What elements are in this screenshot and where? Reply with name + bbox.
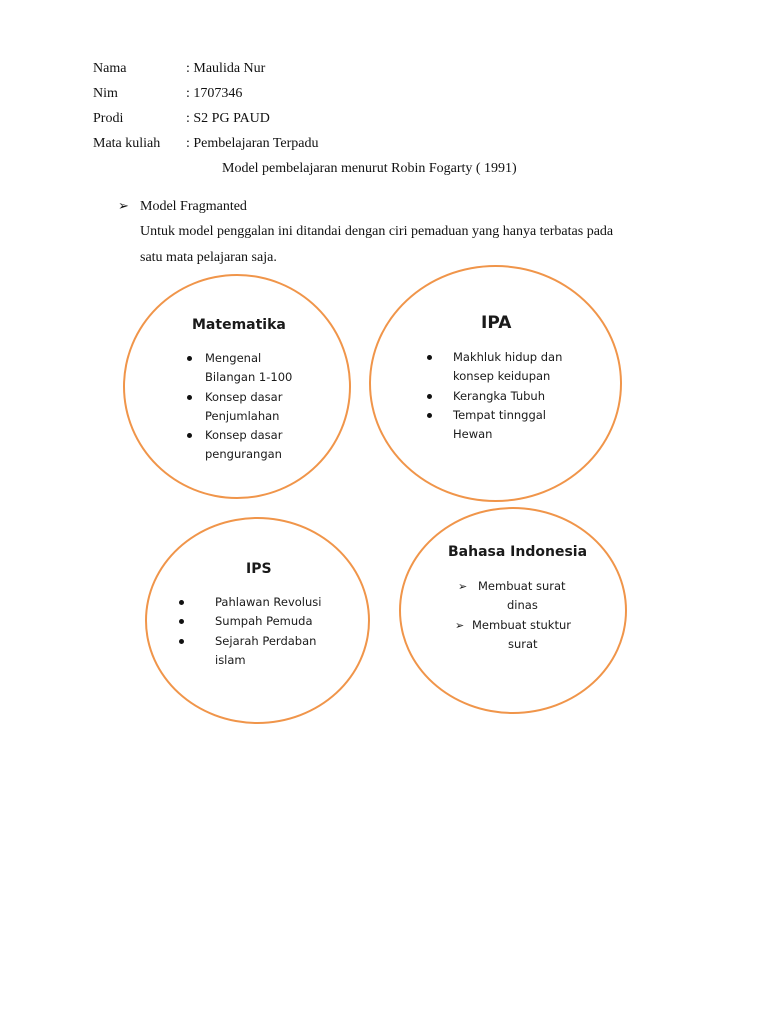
list-item: Pahlawan Revolusi xyxy=(179,593,321,612)
bahasa-indonesia-list xyxy=(455,577,571,654)
arrow-bullet-icon: ➢ xyxy=(455,618,465,632)
prodi-value: : S2 PG PAUD xyxy=(186,111,270,126)
matematika-title: Matematika xyxy=(192,317,286,333)
bullet-icon xyxy=(179,639,184,644)
list-item: Mengenal Bilangan 1-100 xyxy=(187,349,292,388)
list-item: Kerangka Tubuh xyxy=(427,387,562,406)
list-item: Konsep dasar Penjumlahan xyxy=(187,388,292,427)
list-item: ➢ Membuat surat dinas xyxy=(458,579,566,613)
ipa-title: IPA xyxy=(481,313,512,333)
nim-value: : 1707346 xyxy=(186,86,243,101)
arrow-bullet-icon: ➢ xyxy=(458,580,468,593)
bullet-icon xyxy=(187,395,192,400)
list-item: Makhluk hidup dan konsep keidupan xyxy=(427,348,562,387)
ips-title: IPS xyxy=(246,561,272,577)
nama-value: : Maulida Nur xyxy=(186,61,266,76)
section-description-line-2: satu mata pelajaran saja. xyxy=(140,250,277,265)
nim-label: Nim xyxy=(93,86,118,101)
nama-label: Nama xyxy=(93,61,127,76)
bullet-icon xyxy=(427,394,432,399)
bullet-icon xyxy=(187,356,192,361)
section-heading: Model Fragmanted xyxy=(140,199,247,214)
section-description-line-1: Untuk model penggalan ini ditandai dengan ciri pemaduan yang hanya terbatas pada xyxy=(140,224,614,239)
ipa-list xyxy=(427,348,562,444)
bahasa-indonesia-title: Bahasa Indonesia xyxy=(448,544,588,560)
list-item: Sumpah Pemuda xyxy=(179,612,321,631)
bullet-icon xyxy=(427,413,432,418)
list-item: Tempat tinnggal Hewan xyxy=(427,406,562,445)
list-item: Konsep dasar pengurangan xyxy=(187,426,292,465)
prodi-label: Prodi xyxy=(93,111,124,126)
list-item: ➢ Membuat stuktur surat xyxy=(455,617,571,651)
list-item: Sejarah Perdaban islam xyxy=(179,632,321,671)
document-title: Model pembelajaran menurut Robin Fogarty ( 1991) xyxy=(222,161,517,176)
matematika-list xyxy=(187,349,292,465)
bullet-icon xyxy=(179,600,184,605)
mata-kuliah-label: Mata kuliah xyxy=(93,136,161,151)
arrow-bullet-icon: ➢ xyxy=(118,199,129,214)
mata-kuliah-value: : Pembelajaran Terpadu xyxy=(186,136,319,151)
bullet-icon xyxy=(427,355,432,360)
ips-list xyxy=(179,593,321,670)
